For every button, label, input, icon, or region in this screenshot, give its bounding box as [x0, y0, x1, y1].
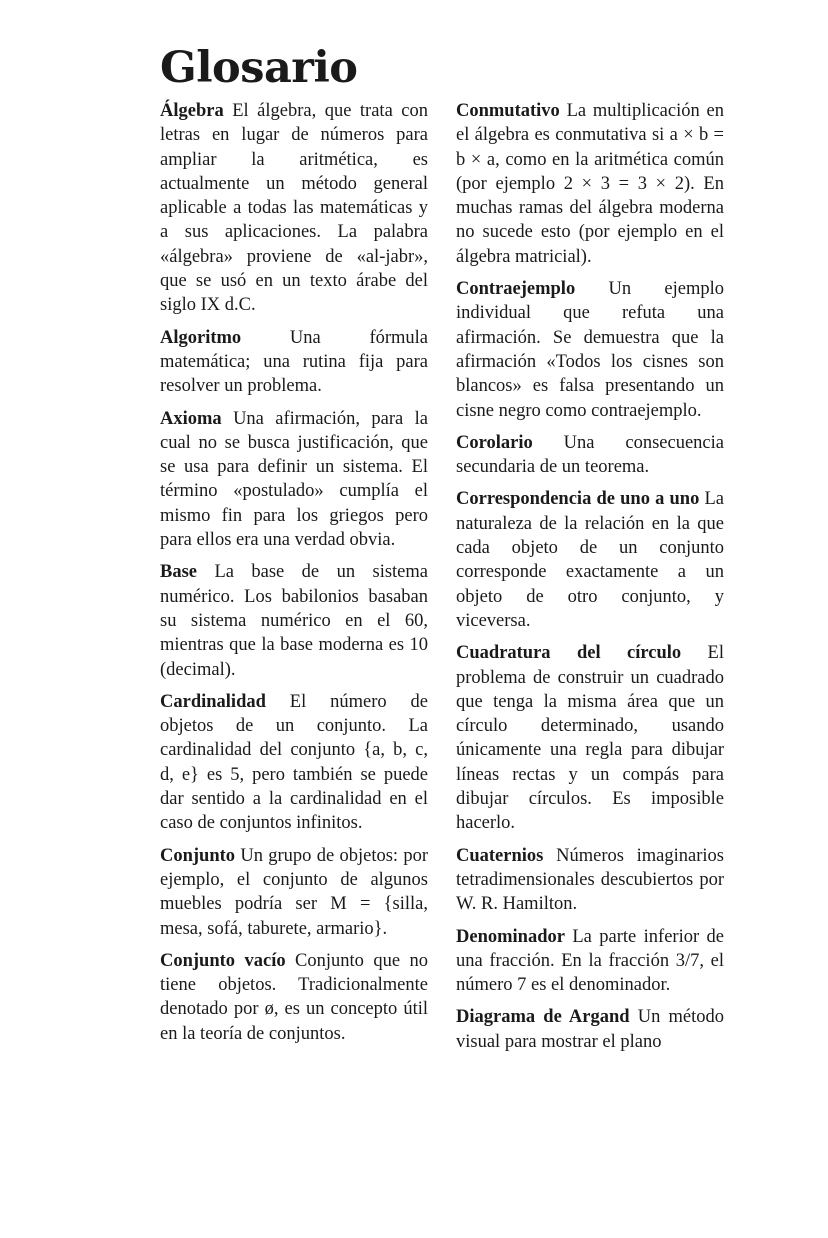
entry-definition: Números imaginarios tetradimensionales descubiertos por W. R. Hamilton. [456, 845, 724, 915]
entry-term: Base [160, 562, 197, 583]
entry-definition: Una afirmación, para la cual no se busca justificación, que se usa para definir un sistema. El término «postulado» cumplía el mismo fin para los griegos pero para ellos era una verdad obvia. [160, 408, 428, 551]
glossary-entry-cardinalidad [160, 690, 428, 836]
entry-definition: Una fórmula matemática; una rutina fija para resolver un problema. [160, 327, 429, 397]
entry-term: Cardinalidad [160, 691, 266, 712]
page-title: Glosario [160, 43, 358, 93]
entry-definition: El número de objetos de un conjunto. La cardinalidad del conjunto {a, b, c, d, e} es 5, pero también se puede dar sentido a la cardinalidad en el caso de conjuntos infinitos. [160, 691, 428, 834]
entry-definition: Una consecuencia secundaria de un teorema. [456, 432, 724, 478]
entry-term: Conmutativo [456, 101, 560, 121]
glossary-entry-base [160, 560, 428, 681]
glossary-entry-algoritmo [160, 326, 428, 399]
entry-term: Diagrama de Argand [456, 1007, 630, 1028]
entry-term: Cuadratura del círculo [456, 643, 682, 664]
glossary-entry-conjunto-vacio [160, 949, 428, 1046]
entry-term: Denominador [456, 926, 565, 947]
entry-definition: La parte inferior de una fracción. En la fracción 3/7, el número 7 es el denominador. [456, 926, 724, 996]
entry-term: Cuaternios [456, 845, 544, 866]
glossary-entry-axioma [160, 407, 428, 553]
entry-term: Corolario [456, 432, 533, 453]
glossary-entry-conmutativo [456, 99, 724, 269]
entry-term: Contraejemplo [456, 279, 576, 300]
glossary-entry-cuadratura [456, 641, 724, 835]
entry-definition: Un ejemplo individual que refuta una afirmación. Se demuestra que la afirmación «Todos los cisnes son blancos» es falsa presentando un cisne negro como contraejemplo. [456, 279, 724, 421]
entry-definition: La base de un sistema numérico. Los babilonios basaban su sistema numérico en el 60, mientras que la base moderna es 10 (decimal). [160, 562, 428, 680]
entry-term: Álgebra [160, 101, 224, 121]
glossary-entry-correspondencia [456, 487, 724, 633]
entry-term: Conjunto vacío [160, 950, 286, 971]
glossary-entry-algebra [160, 99, 428, 318]
entry-definition: El problema de construir un cuadrado que tenga la misma área que un círculo determinado, usando únicamente una regla para dibujar líneas rectas y un compás para dibujar círculos. Es imposible hacerlo. [456, 643, 724, 834]
entry-term: Algoritmo [160, 327, 242, 348]
entry-definition: La multiplicación en el álgebra es conmutativa si a × b = b × a, como en la aritmética común (por ejemplo 2 × 3 = 3 × 2). En muchas ramas del álgebra moderna no sucede esto (por ejemplo en el álgebra matricial). [456, 101, 724, 267]
glossary-column-right [456, 99, 724, 1062]
entry-definition: Un método visual para mostrar el plano [456, 1007, 725, 1052]
entry-definition: La naturaleza de la relación en la que cada objeto de un conjunto corresponde exactamente a un objeto de otro conjunto, y viceversa. [456, 489, 725, 631]
entry-definition: Conjunto que no tiene objetos. Tradicionalmente denotado por ø, es un concepto útil en la teoría de conjuntos. [160, 950, 428, 1044]
glossary-column-left [160, 99, 428, 1054]
entry-definition: Un grupo de objetos: por ejemplo, el conjunto de algunos muebles podría ser M = {silla, mesa, sofá, taburete, armario}. [160, 845, 428, 939]
glossary-entry-denominador [456, 925, 724, 998]
entry-term: Conjunto [160, 845, 236, 866]
entry-term: Correspondencia de uno a uno [456, 489, 700, 510]
glossary-entry-corolario [456, 431, 724, 480]
entry-term: Axioma [160, 408, 222, 429]
glossary-entry-contraejemplo [456, 277, 724, 423]
entry-definition: El álgebra, que trata con letras en lugar de números para ampliar la aritmética, es actualmente un método general aplicable a todas las matemáticas y a sus aplicaciones. La palabra «álgebra» proviene de «al-jabr», que se usó en un texto árabe del siglo IX d.C. [160, 101, 428, 316]
glossary-entry-cuaternios [456, 844, 724, 917]
glossary-entry-diagrama-argand [456, 1005, 724, 1054]
glossary-entry-conjunto [160, 844, 428, 941]
